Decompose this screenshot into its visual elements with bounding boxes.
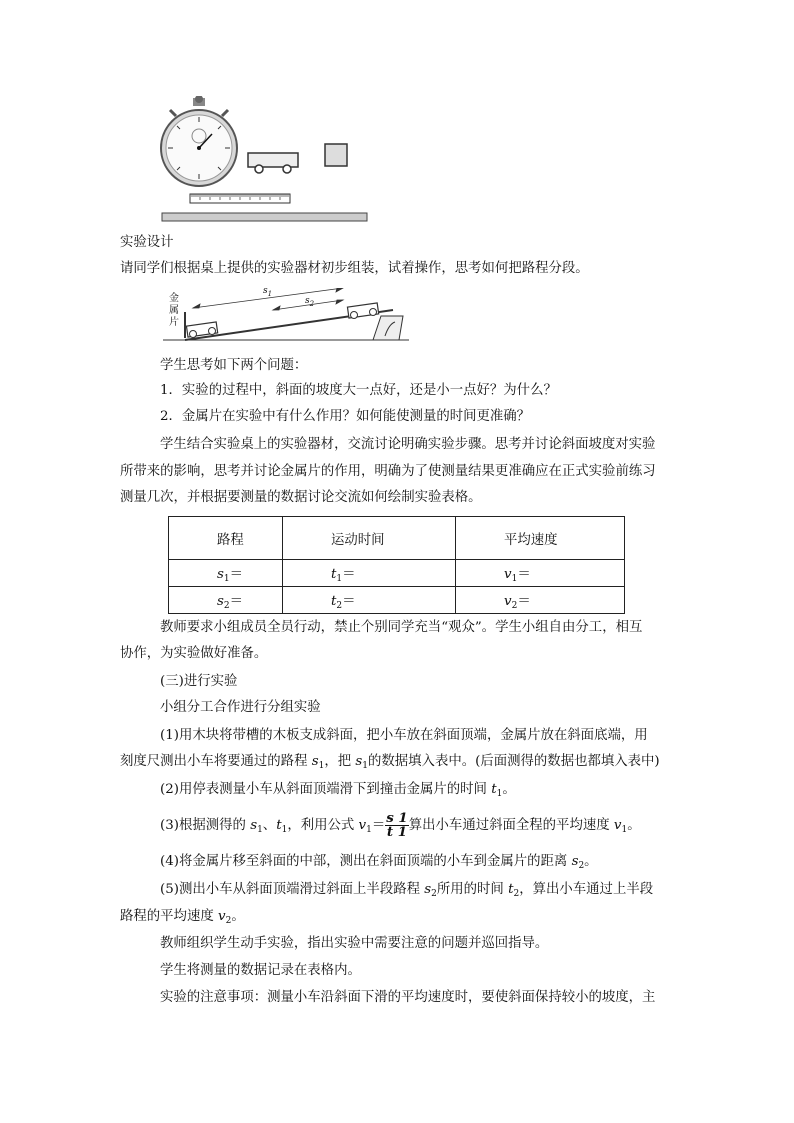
question-1: 1．实验的过程中，斜面的坡度大一点好，还是小一点好？为什么？ bbox=[160, 383, 557, 398]
teacher-guide: 教师组织学生动手实验，指出实验中需要注意的问题并巡回指导。 bbox=[160, 936, 549, 951]
cell-var: s bbox=[217, 566, 224, 582]
step-2 bbox=[160, 776, 720, 808]
var-s: s bbox=[424, 882, 432, 897]
text: 刻度尺测出小车将要通过的路程 bbox=[120, 754, 312, 769]
s1-label-var: s bbox=[263, 286, 268, 296]
metal-sheet-label bbox=[169, 293, 179, 329]
incline-illustration bbox=[163, 288, 413, 344]
teacher-line-1: 教师要求小组成员全员行动，禁止个别同学充当“观众”。学生小组自由分工，相互 bbox=[160, 620, 643, 635]
data-table bbox=[168, 516, 625, 614]
var-s: s bbox=[571, 854, 579, 869]
sub: 2 bbox=[431, 889, 437, 899]
sub: 1 bbox=[496, 789, 503, 799]
text: 算出小车通过斜面全程的平均速度 bbox=[408, 818, 614, 833]
step-1-line-1: (1)用木块将带槽的木板支成斜面，把小车放在斜面顶端，金属片放在斜面底端，用 bbox=[160, 728, 648, 743]
notes-line: 实验的注意事项：测量小车沿斜面下滑的平均速度时，要使斜面保持较小的坡度，主 bbox=[160, 990, 656, 1005]
ruler-icon bbox=[190, 194, 290, 203]
section-heading-3: (三)进行实验 bbox=[160, 674, 238, 689]
think-intro: 学生思考如下两个问题： bbox=[160, 358, 308, 373]
text: (2)用停表测量小车从斜面顶端滑下到撞击金属片的时间 bbox=[160, 782, 492, 797]
table-cell bbox=[456, 560, 625, 587]
var-t: t bbox=[508, 882, 514, 897]
cell-eq: ＝ bbox=[229, 566, 243, 582]
table-header-cell: 平均速度 bbox=[456, 517, 625, 560]
text: 。 bbox=[502, 782, 516, 797]
apparatus-illustration bbox=[160, 96, 370, 224]
block-icon bbox=[325, 144, 347, 166]
sub: 1 bbox=[257, 825, 263, 835]
cell-var: t bbox=[331, 566, 337, 582]
sub: 2 bbox=[578, 861, 585, 871]
cell-eq: ＝ bbox=[517, 593, 531, 609]
cell-eq: ＝ bbox=[229, 593, 243, 609]
cell-eq: ＝ bbox=[517, 566, 531, 582]
s1-label-sub: 1 bbox=[267, 290, 273, 298]
cart-icon bbox=[248, 153, 298, 173]
text: 所用的时间 bbox=[436, 882, 509, 897]
formula-fraction bbox=[385, 812, 409, 839]
text: ，算出小车通过上半段 bbox=[519, 882, 654, 897]
discuss-line-2: 所带来的影响，思考并讨论金属片的作用，明确为了使测量结果更准确应在正式实验前练习 bbox=[120, 464, 656, 479]
cell-var: t bbox=[331, 593, 337, 609]
s2-label-var: s bbox=[305, 296, 310, 306]
cell-sub: 1 bbox=[511, 573, 518, 584]
board-icon bbox=[162, 213, 367, 221]
cell-eq: ＝ bbox=[342, 566, 356, 582]
text: 、 bbox=[262, 818, 277, 833]
cell-var: v bbox=[504, 593, 512, 609]
intro-paragraph: 请同学们根据桌上提供的实验器材初步组装，试着操作，思考如何把路程分段。 bbox=[120, 261, 589, 276]
s2-label-sub: 2 bbox=[309, 300, 315, 308]
sub: 1 bbox=[281, 825, 288, 835]
metal-label-char-3: 片 bbox=[169, 317, 179, 328]
teacher-line-2: 协作，为实验做好准备。 bbox=[120, 646, 268, 661]
discuss-line-3: 测量几次，并根据要测量的数据讨论交流如何绘制实验表格。 bbox=[120, 490, 482, 505]
stopwatch-icon bbox=[161, 96, 237, 186]
text: 的数据填入表中。(后面测得的数据也都填入表中) bbox=[368, 754, 660, 769]
text: (5)测出小车从斜面顶端滑过斜面上半段路程 bbox=[160, 882, 425, 897]
table-row bbox=[169, 587, 625, 614]
s1-label bbox=[263, 286, 272, 298]
sub: 1 bbox=[366, 825, 372, 835]
text: 路程的平均速度 bbox=[120, 909, 218, 924]
cell-sub: 1 bbox=[223, 573, 230, 584]
sub: 1 bbox=[318, 761, 325, 771]
fraction-denominator: t 1 bbox=[386, 824, 408, 840]
var-t: t bbox=[276, 818, 282, 833]
cell-var: v bbox=[504, 566, 512, 582]
cell-var: s bbox=[217, 593, 224, 609]
cart-top-icon bbox=[347, 303, 378, 319]
table-cell bbox=[283, 560, 456, 587]
text: 。 bbox=[584, 854, 598, 869]
step-3 bbox=[160, 812, 720, 844]
table-row bbox=[169, 560, 625, 587]
table-header-cell: 路程 bbox=[169, 517, 283, 560]
group-line: 小组分工合作进行分组实验 bbox=[160, 700, 321, 715]
var-s: s bbox=[250, 818, 258, 833]
cell-sub: 1 bbox=[336, 573, 343, 584]
cell-sub: 2 bbox=[336, 600, 343, 611]
student-record: 学生将测量的数据记录在表格内。 bbox=[160, 963, 361, 978]
incline-figure bbox=[163, 288, 413, 344]
var-s: s bbox=[311, 754, 319, 769]
var-v: v bbox=[218, 909, 226, 924]
discuss-line-1: 学生结合实验桌上的实验器材，交流讨论明确实验步骤。思考并讨论斜面坡度对实验 bbox=[160, 437, 656, 452]
var-v: v bbox=[613, 818, 622, 833]
sub: 1 bbox=[621, 825, 628, 835]
sub: 1 bbox=[362, 761, 368, 771]
equals: ＝ bbox=[371, 818, 386, 833]
sub: 2 bbox=[513, 889, 520, 899]
question-2: 2．金属片在实验中有什么作用？如何能使测量的时间更准确？ bbox=[160, 409, 531, 424]
section-heading-design: 实验设计 bbox=[120, 235, 174, 250]
text: (3)根据测得的 bbox=[160, 818, 251, 833]
metal-label-char-2: 属 bbox=[169, 305, 179, 316]
apparatus-figure bbox=[160, 96, 370, 224]
table-header-row bbox=[169, 517, 625, 560]
var-v: v bbox=[358, 818, 367, 833]
text: ，把 bbox=[324, 754, 356, 769]
metal-label-char-1: 金 bbox=[169, 293, 179, 304]
table-header-cell: 运动时间 bbox=[283, 517, 456, 560]
var-s: s bbox=[355, 754, 363, 769]
text: 。 bbox=[231, 909, 245, 924]
fraction-numerator: s 1 bbox=[386, 810, 408, 826]
cell-sub: 2 bbox=[511, 600, 518, 611]
table-cell bbox=[169, 560, 283, 587]
cell-sub: 2 bbox=[223, 600, 230, 611]
cell-eq: ＝ bbox=[342, 593, 356, 609]
var-t: t bbox=[491, 782, 497, 797]
support-block-icon bbox=[373, 316, 403, 340]
text: ，利用公式 bbox=[287, 818, 359, 833]
table-cell bbox=[283, 587, 456, 614]
table-cell bbox=[456, 587, 625, 614]
text: 。 bbox=[627, 818, 641, 833]
s2-label bbox=[305, 296, 314, 308]
sub: 2 bbox=[225, 916, 232, 926]
table-cell bbox=[169, 587, 283, 614]
text: (4)将金属片移至斜面的中部，测出在斜面顶端的小车到金属片的距离 bbox=[160, 854, 572, 869]
